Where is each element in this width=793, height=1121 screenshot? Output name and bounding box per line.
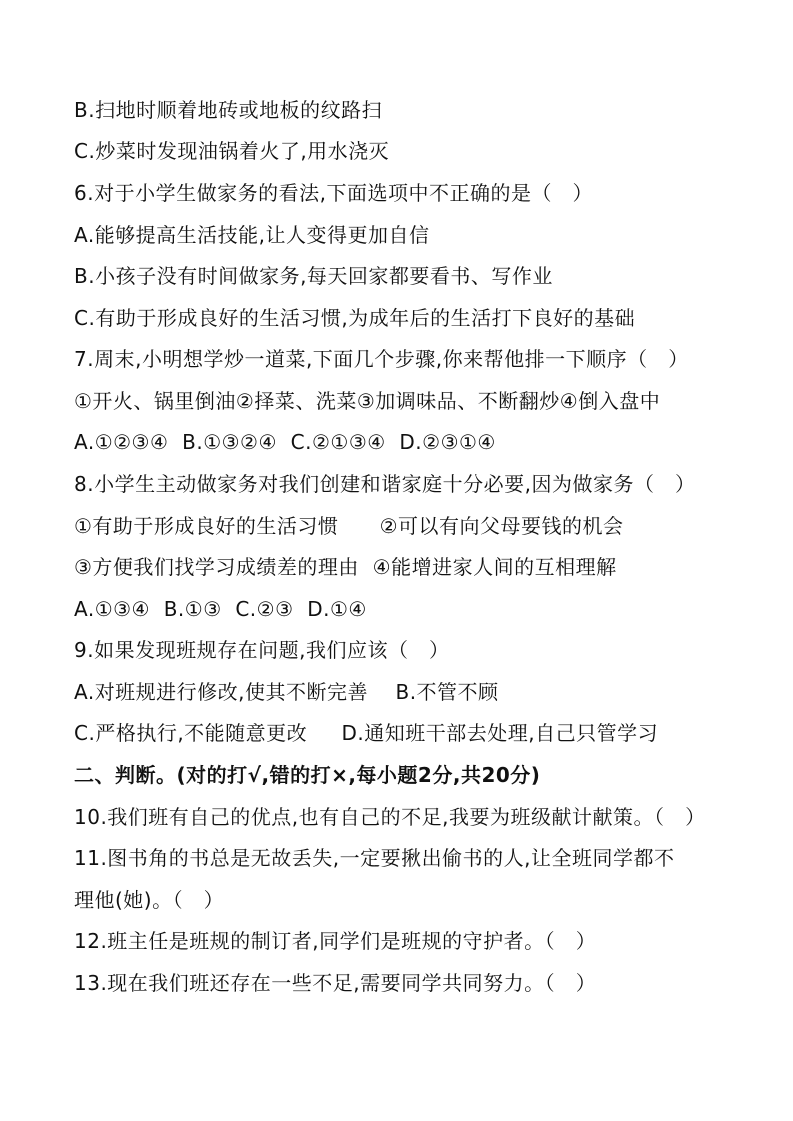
question-13: 13.现在我们班还存在一些不足,需要同学共同努力。（ ） [74,971,597,995]
question-11-continued: 理他(她)。（ ） [74,888,225,912]
question-7: 7.周末,小明想学炒一道菜,下面几个步骤,你来帮他排一下顺序（ ） [74,347,689,371]
q6-option-a: A.能够提高生活技能,让人变得更加自信 [74,223,430,247]
question-11: 11.图书角的书总是无故丢失,一定要揪出偷书的人,让全班同学都不 [74,846,675,870]
q5-option-b: B.扫地时顺着地砖或地板的纹路扫 [74,98,383,122]
q7-options: A.①②③④ B.①③②④ C.②①③④ D.②③①④ [74,430,496,454]
q6-option-c: C.有助于形成良好的生活习惯,为成年后的生活打下良好的基础 [74,306,636,330]
q9-options-a-b: A.对班规进行修改,使其不断完善 B.不管不顾 [74,680,499,704]
question-8: 8.小学生主动做家务对我们创建和谐家庭十分必要,因为做家务（ ） [74,472,696,496]
q8-items-1-2: ①有助于形成良好的生活习惯 ②可以有向父母要钱的机会 [74,514,624,538]
q5-option-c: C.炒菜时发现油锅着火了,用水浇灭 [74,139,390,163]
q6-option-b: B.小孩子没有时间做家务,每天回家都要看书、写作业 [74,264,553,288]
q8-options: A.①③④ B.①③ C.②③ D.①④ [74,597,367,621]
question-10: 10.我们班有自己的优点,也有自己的不足,我要为班级献计献策。（ ） [74,805,706,829]
question-6: 6.对于小学生做家务的看法,下面选项中不正确的是（ ） [74,181,594,205]
q9-options-c-d: C.严格执行,不能随意更改 D.通知班干部去处理,自己只管学习 [74,721,659,745]
q8-items-3-4: ③方便我们找学习成绩差的理由 ④能增进家人间的互相理解 [74,555,617,579]
q7-steps: ①开火、锅里倒油②择菜、洗菜③加调味品、不断翻炒④倒入盘中 [74,389,661,413]
section-2-heading: 二、判断。(对的打√,错的打×,每小题2分,共20分) [74,763,541,787]
question-9: 9.如果发现班规存在问题,我们应该（ ） [74,638,450,662]
question-12: 12.班主任是班规的制订者,同学们是班规的守护者。（ ） [74,929,597,953]
